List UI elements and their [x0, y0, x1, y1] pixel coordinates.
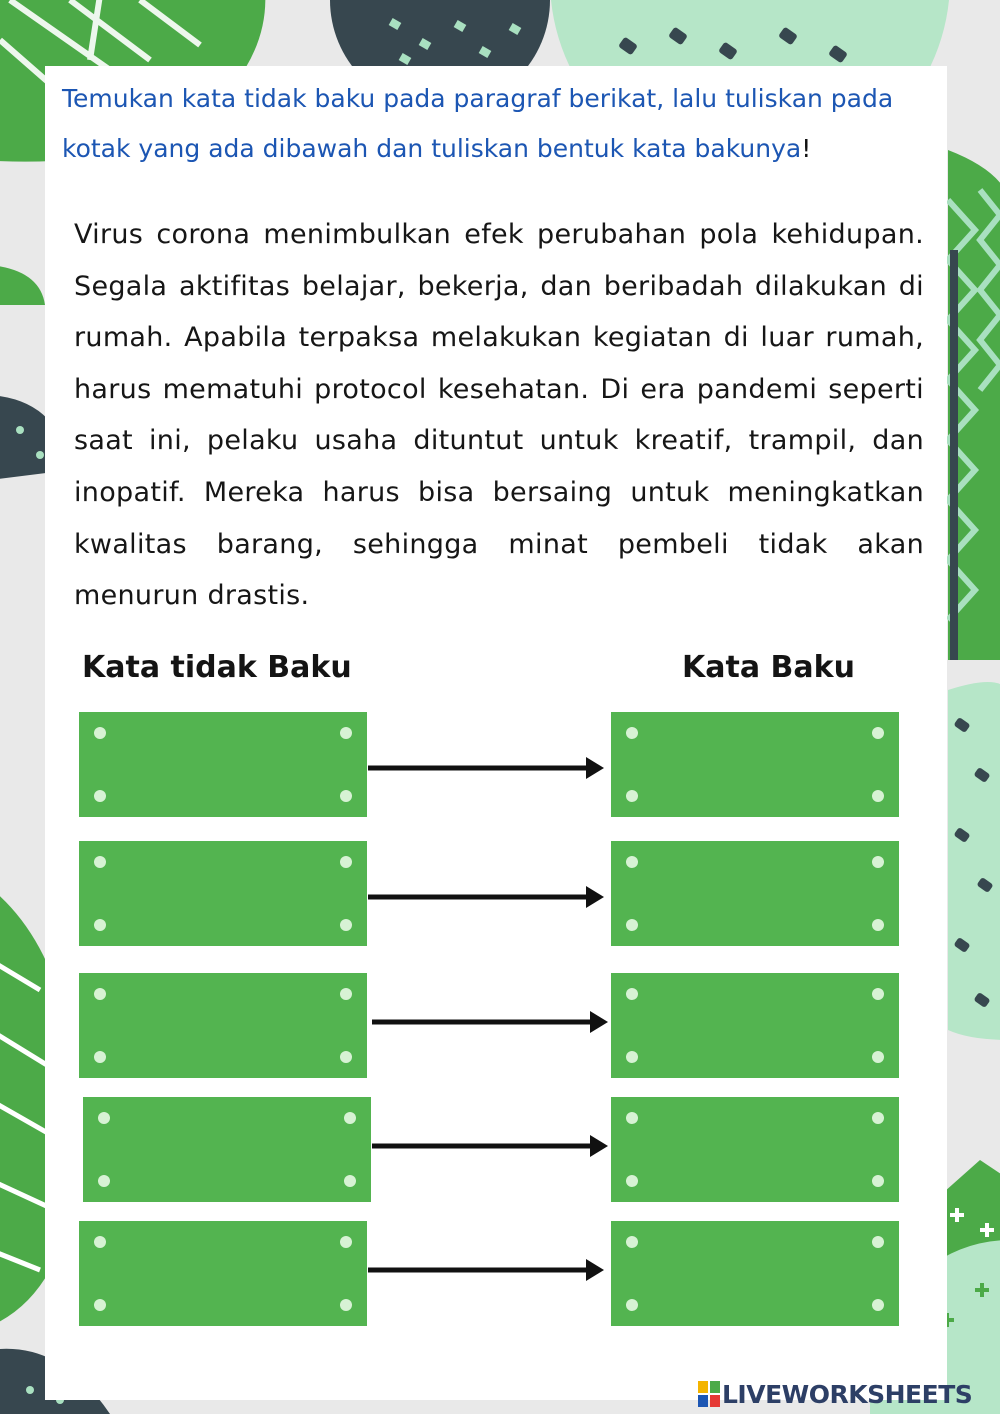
box-dot — [340, 1299, 352, 1311]
answer-input-baku-3[interactable] — [637, 1003, 877, 1049]
box-dot — [872, 1112, 884, 1124]
answer-box-tidak-baku-4 — [83, 1097, 371, 1202]
arrow-right-icon — [372, 1007, 612, 1037]
box-dot — [872, 919, 884, 931]
box-dot — [626, 790, 638, 802]
box-dot — [94, 1299, 106, 1311]
box-dot — [94, 727, 106, 739]
leaf-decoration-left-small — [0, 265, 45, 305]
box-dot — [872, 1051, 884, 1063]
answer-input-tidak-baku-3[interactable] — [105, 1003, 345, 1049]
box-dot — [626, 988, 638, 1000]
box-dot — [98, 1112, 110, 1124]
answer-box-baku-2 — [611, 841, 899, 946]
box-dot — [340, 790, 352, 802]
reading-paragraph: Virus corona menimbulkan efek perubahan pola kehidupan. Segala aktifitas belajar, bekerja, dan beribadah dilakukan di rumah. Apabila terpaksa melakukan kegiatan di luar rumah, harus mematuhi protocol kesehatan. Di era pandemi seperti saat ini, pelaku usaha dituntut untuk kreatif, trampil, dan inopatif. Mereka harus bisa bersaing untuk meningkatkan kwalitas barang, sehingga minat pembeli tidak akan menurun drastis. — [74, 219, 924, 612]
box-dot — [98, 1175, 110, 1187]
answer-input-baku-4[interactable] — [637, 1127, 877, 1173]
box-dot — [340, 1236, 352, 1248]
box-dot — [344, 1175, 356, 1187]
box-dot — [626, 1236, 638, 1248]
box-dot — [340, 856, 352, 868]
box-dot — [340, 988, 352, 1000]
mint-dotted-shape-right — [948, 682, 1000, 1040]
answer-input-baku-2[interactable] — [637, 871, 877, 917]
box-dot — [872, 1299, 884, 1311]
box-dot — [872, 727, 884, 739]
zigzag-tree-right — [948, 150, 1000, 660]
box-dot — [872, 988, 884, 1000]
instruction-exclamation: ! — [801, 134, 812, 163]
instruction-body: Temukan kata tidak baku pada paragraf berikat, lalu tuliskan pada kotak yang ada dibawah dan tuliskan bentuk kata bakunya — [62, 84, 894, 163]
liveworksheets-logo[interactable] — [698, 1378, 972, 1410]
answer-box-tidak-baku-2 — [79, 841, 367, 946]
instruction-text — [62, 74, 932, 174]
box-dot — [626, 919, 638, 931]
arrow-right-icon — [368, 753, 608, 783]
box-dot — [626, 727, 638, 739]
answer-input-tidak-baku-1[interactable] — [105, 742, 345, 788]
box-dot — [340, 1051, 352, 1063]
liveworksheets-logo-icon — [698, 1381, 720, 1407]
box-dot — [626, 856, 638, 868]
liveworksheets-logo-text: LIVEWORKSHEETS — [722, 1379, 973, 1409]
answer-input-baku-1[interactable] — [637, 742, 877, 788]
box-dot — [872, 790, 884, 802]
answer-box-tidak-baku-1 — [79, 712, 367, 817]
arrow-right-icon — [372, 1131, 612, 1161]
arrow-right-icon — [368, 1255, 608, 1285]
answer-input-tidak-baku-2[interactable] — [105, 871, 345, 917]
answer-box-baku-1 — [611, 712, 899, 817]
box-dot — [626, 1051, 638, 1063]
box-dot — [94, 988, 106, 1000]
answer-input-tidak-baku-5[interactable] — [105, 1251, 345, 1297]
box-dot — [340, 727, 352, 739]
box-dot — [872, 1236, 884, 1248]
box-dot — [94, 1236, 106, 1248]
answer-box-tidak-baku-3 — [79, 973, 367, 1078]
answer-box-baku-5 — [611, 1221, 899, 1326]
column-header-kata-baku: Kata Baku — [682, 650, 855, 685]
box-dot — [340, 919, 352, 931]
column-header-kata-tidak-baku: Kata tidak Baku — [82, 650, 352, 685]
answer-box-baku-3 — [611, 973, 899, 1078]
box-dot — [94, 1051, 106, 1063]
box-dot — [626, 1112, 638, 1124]
answer-box-tidak-baku-5 — [79, 1221, 367, 1326]
box-dot — [872, 1175, 884, 1187]
answer-input-tidak-baku-4[interactable] — [109, 1127, 349, 1173]
box-dot — [626, 1175, 638, 1187]
answer-box-baku-4 — [611, 1097, 899, 1202]
answer-input-baku-5[interactable] — [637, 1251, 877, 1297]
box-dot — [344, 1112, 356, 1124]
arrow-right-icon — [368, 882, 608, 912]
box-dot — [94, 790, 106, 802]
box-dot — [94, 919, 106, 931]
box-dot — [626, 1299, 638, 1311]
box-dot — [94, 856, 106, 868]
box-dot — [872, 856, 884, 868]
